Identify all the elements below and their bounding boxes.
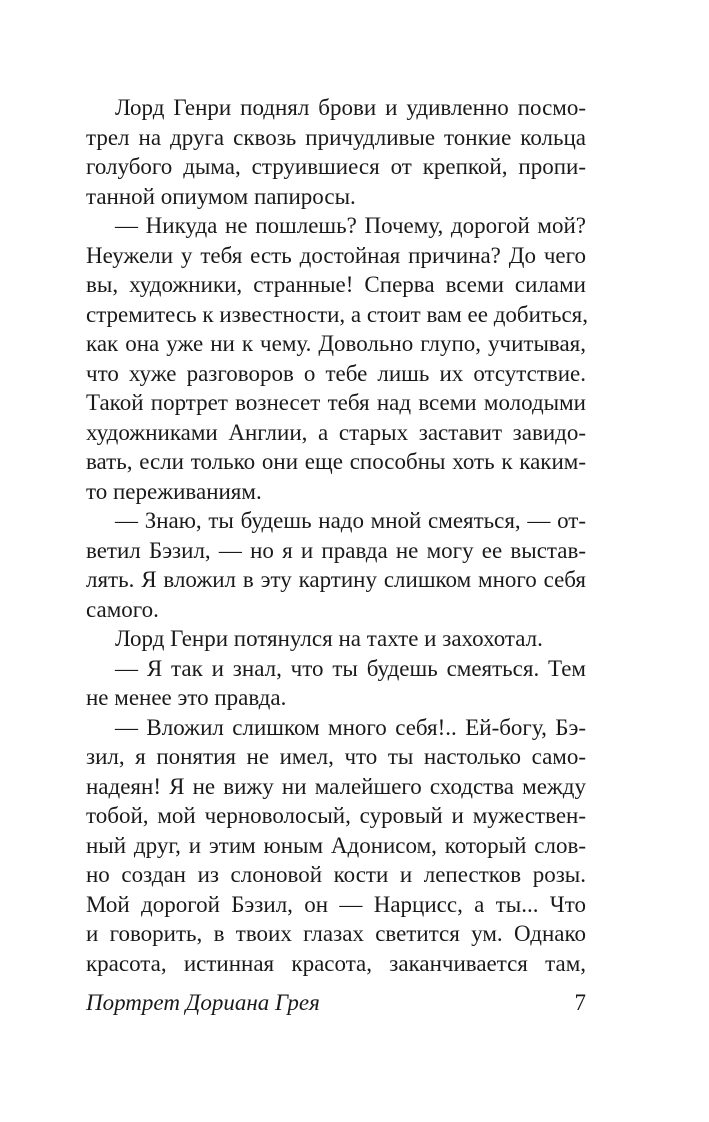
text-line: — Знаю, ты будешь надо мной смеяться, — от- bbox=[115, 508, 586, 533]
text-line: трел на друга сквозь причудливые тонкие кольца bbox=[86, 124, 586, 150]
text-line: что хуже разговоров о тебе лишь их отсутствие. bbox=[86, 360, 586, 386]
text-line: танной опиумом папиросы. bbox=[86, 183, 356, 209]
text-line: Мой дорогой Бэзил, он — Нарцисс, а ты... Что bbox=[86, 891, 586, 917]
text-line: ветил Бэзил, — но я и правда не могу ее выстав- bbox=[86, 537, 586, 563]
text-line: Лорд Генри потянулся на тахте и захохотал. bbox=[115, 626, 543, 651]
text-line: вать, если только они еще способны хоть к каким- bbox=[86, 449, 586, 474]
text-line: Неужели у тебя есть достойная причина? До чего bbox=[86, 242, 586, 268]
text-line: тобой, мой черноволосый, суровый и мужествен- bbox=[86, 803, 586, 828]
page-number: 7 bbox=[574, 990, 586, 1015]
text-line: зил, я понятия не имел, что ты настолько само- bbox=[86, 744, 586, 769]
text-line: лять. Я вложил в эту картину слишком много себя bbox=[86, 567, 586, 592]
running-title: Портрет Дориана Грея bbox=[86, 990, 320, 1015]
text-line: Такой портрет вознесет тебя над всеми молодыми bbox=[86, 390, 586, 415]
text-line: Лорд Генри поднял брови и удивленно посмо- bbox=[115, 95, 586, 120]
text-line: голубого дыма, струившиеся от крепкой, пропи- bbox=[86, 154, 586, 179]
text-line: — Никуда не пошлешь? Почему, дорогой мой? bbox=[115, 213, 586, 238]
body-text bbox=[86, 93, 586, 978]
text-line: не менее это правда. bbox=[86, 685, 287, 710]
text-line: и говорить, в твоих глазах светится ум. Однако bbox=[86, 921, 586, 946]
text-line: но создан из слоновой кости и лепестков розы. bbox=[86, 862, 586, 887]
text-line: вы, художники, странные! Сперва всеми силами bbox=[86, 272, 586, 297]
text-line: художниками Англии, а старых заставит завидо- bbox=[86, 419, 586, 445]
text-line: красота, истинная красота, заканчивается там, bbox=[86, 950, 586, 976]
text-line: надеян! Я не вижу ни малейшего сходства между bbox=[86, 773, 586, 799]
text-line: ный друг, и этим юным Адонисом, который слов- bbox=[86, 832, 586, 858]
text-line: — Вложил слишком много себя!.. Ей-богу, Бэ- bbox=[115, 714, 586, 740]
text-line: — Я так и знал, что ты будешь смеяться. Тем bbox=[115, 655, 586, 681]
text-line: самого. bbox=[86, 596, 159, 622]
text-line: стремитесь к известности, а стоит вам ее добиться, bbox=[86, 301, 588, 327]
text-line: как она уже ни к чему. Довольно глупо, учитывая, bbox=[86, 331, 586, 356]
text-line: то переживаниям. bbox=[86, 478, 262, 504]
